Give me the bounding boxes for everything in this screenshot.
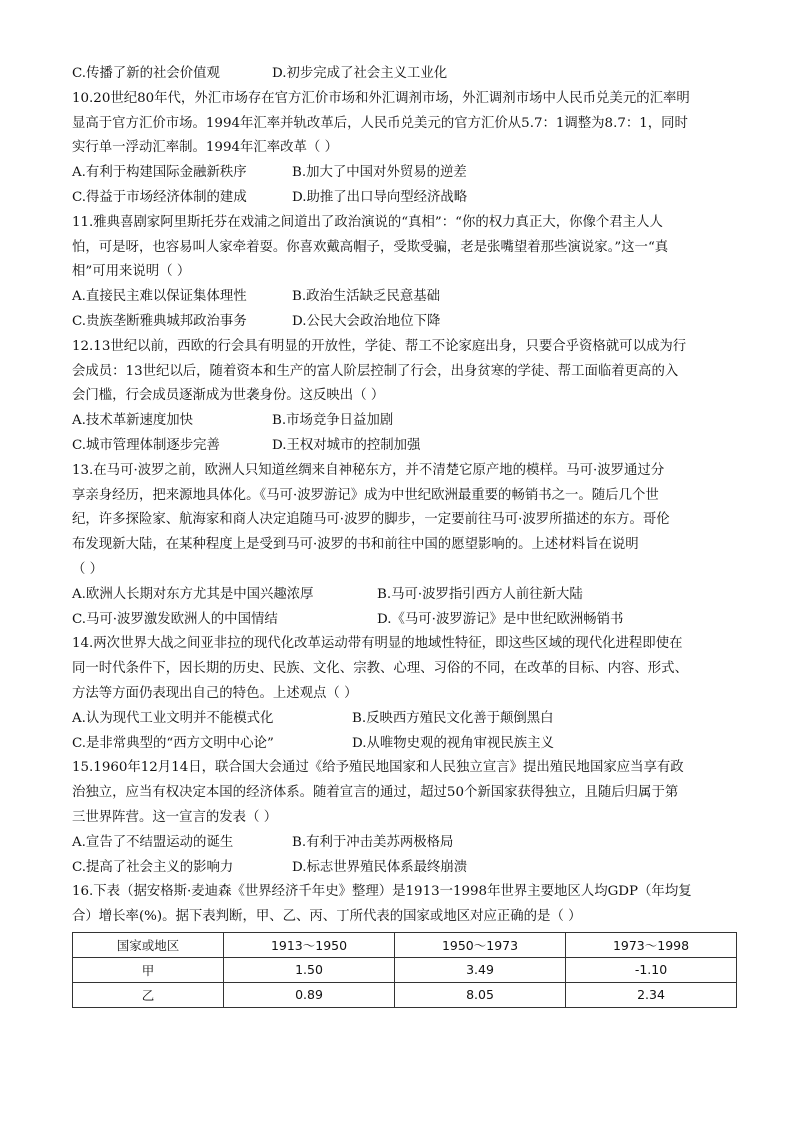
q15-stem-line: 治独立，应当有权决定本国的经济体系。随着宣言的通过，超过50个新国家获得独立，且随后归属于第 <box>72 785 679 801</box>
table-cell: 8.05 <box>395 982 566 1007</box>
table-cell: 2.34 <box>566 982 737 1007</box>
q10-stem-line: 显高于官方汇价市场。1994年汇率并轨改革后，人民币兑美元的官方汇价从5.7：1调整为8.7：1，同时 <box>72 115 688 131</box>
q13-stem-line: （ ） <box>72 561 104 577</box>
table-row <box>73 957 737 982</box>
q10-option-a[interactable]: A.有利于构建国际金融新秩序 <box>72 165 247 181</box>
table-row <box>73 982 737 1007</box>
q10-option-d[interactable]: D.助推了出口导向型经济战略 <box>292 189 468 205</box>
q10-option-b[interactable]: B.加大了中国对外贸易的逆差 <box>292 165 467 181</box>
q9-option-d[interactable]: D.初步完成了社会主义工业化 <box>272 66 448 81</box>
table-header-row <box>73 932 737 957</box>
table-cell: 0.89 <box>224 982 395 1007</box>
q14-option-d[interactable]: D.从唯物史观的视角审视民族主义 <box>352 735 554 751</box>
q12-option-b[interactable]: B.市场竞争日益加剧 <box>272 413 394 429</box>
q11-stem-line: 11.雅典喜剧家阿里斯托芬在戏浦之间道出了政治演说的“真相”：“你的权力真正大，你像个君主人人 <box>72 214 663 230</box>
question-10 <box>72 87 736 211</box>
q16-stem-line: 合）增长率(%)。据下表判断，甲、乙、丙、丁所代表的国家或地区对应正确的是（ ） <box>72 909 582 925</box>
table-cell: 乙 <box>73 982 224 1007</box>
q11-option-c[interactable]: C.贵族垄断雅典城邦政治事务 <box>72 313 247 329</box>
q14-stem-line: 14.两次世界大战之间亚非拉的现代化改革运动带有明显的地域性特征，即这些区域的现代化进程即使在 <box>72 636 683 652</box>
q13-stem-line: 13.在马可·波罗之前，欧洲人只知道丝绸来自神秘东方，并不清楚它原产地的模样。马可·波罗通过分 <box>72 462 665 478</box>
q13-option-b[interactable]: B.马可·波罗指引西方人前往新大陆 <box>377 586 583 602</box>
q12-option-d[interactable]: D.王权对城市的控制加强 <box>272 437 421 453</box>
question-12 <box>72 335 736 459</box>
q15-stem-line: 15.1960年12月14日，联合国大会通过《给予殖民地国家和人民独立宣言》提出殖民地国家应当享有政 <box>72 760 684 776</box>
q15-stem-line: 三世界阵营。这一宣言的发表（ ） <box>72 809 278 825</box>
table-cell: 1.50 <box>224 957 395 982</box>
q15-option-a[interactable]: A.宣告了不结盟运动的诞生 <box>72 834 234 850</box>
q14-option-c[interactable]: C.是非常典型的“西方文明中心论” <box>72 735 274 751</box>
q15-option-c[interactable]: C.提高了社会主义的影响力 <box>72 859 234 875</box>
q13-option-c[interactable]: C.马可·波罗激发欧洲人的中国情结 <box>72 611 278 627</box>
table-cell: -1.10 <box>566 957 737 982</box>
q12-option-c[interactable]: C.城市管理体制逐步完善 <box>72 437 220 453</box>
table-cell: 3.49 <box>395 957 566 982</box>
q15-option-d[interactable]: D.标志世界殖民体系最终崩溃 <box>292 859 468 875</box>
exam-page <box>72 62 736 1008</box>
q10-stem-line: 10.20世纪80年代，外汇市场存在官方汇价市场和外汇调剂市场，外汇调剂市场中人民币兑美元的汇率明 <box>72 90 690 106</box>
q9-options <box>72 62 736 87</box>
q11-stem-line: 相”可用来说明（ ） <box>72 264 191 280</box>
q12-stem-line: 会成员：13世纪以后，随着资本和生产的富人阶层控制了行会，出身贫寒的学徒、帮工面临着更高的入 <box>72 363 679 379</box>
table-header-cell: 国家或地区 <box>73 932 224 957</box>
q13-option-a[interactable]: A.欧洲人长期对东方尤其是中国兴趣浓厚 <box>72 586 314 602</box>
q14-stem-line: 方法等方面仍表现出自己的特色。上述观点（ ） <box>72 685 358 701</box>
q9-option-c[interactable]: C.传播了新的社会价值观 <box>72 66 220 81</box>
table-header-cell: 1973～1998 <box>566 932 737 957</box>
q15-option-b[interactable]: B.有利于冲击美苏两极格局 <box>292 834 454 850</box>
q11-option-b[interactable]: B.政治生活缺乏民意基础 <box>292 289 441 305</box>
question-14 <box>72 632 736 756</box>
q11-option-a[interactable]: A.直接民主难以保证集体理性 <box>72 289 247 305</box>
q10-option-c[interactable]: C.得益于市场经济体制的建成 <box>72 189 247 205</box>
q11-stem-line: 怕，可是呀，也容易叫人家牵着耍。你喜欢戴高帽子，受欺受骗，老是张嘴望着那些演说家。”这一“真 <box>72 239 669 255</box>
question-16 <box>72 880 736 1008</box>
q10-stem-line: 实行单一浮动汇率制。1994年汇率改革（ ） <box>72 140 338 156</box>
table-header-cell: 1950～1973 <box>395 932 566 957</box>
q14-option-b[interactable]: B.反映西方殖民文化善于颠倒黑白 <box>352 710 554 726</box>
q14-option-a[interactable]: A.认为现代工业文明并不能模式化 <box>72 710 274 726</box>
question-11 <box>72 211 736 335</box>
q13-stem-line: 纪，许多探险家、航海家和商人决定追随马可·波罗的脚步，一定要前往马可·波罗所描述的东方。哥伦 <box>72 512 670 528</box>
table-header-cell: 1913～1950 <box>224 932 395 957</box>
q13-option-d[interactable]: D.《马可·波罗游记》是中世纪欧洲畅销书 <box>377 611 624 627</box>
q12-option-a[interactable]: A.技术革新速度加快 <box>72 413 194 429</box>
q13-stem-line: 布发现新大陆，在某种程度上是受到马可·波罗的书和前往中国的愿望影响的。上述材料旨在说明 <box>72 537 639 553</box>
q14-stem-line: 同一时代条件下，因长期的历史、民族、文化、宗教、心理、习俗的不同，在改革的目标、内容、形式、 <box>72 661 688 677</box>
q13-stem-line: 享亲身经历，把来源地具体化。《马可·波罗游记》成为中世纪欧洲最重要的畅销书之一。随后几个世 <box>72 487 659 503</box>
question-15 <box>72 756 736 880</box>
gdp-growth-table <box>72 932 737 1008</box>
q11-option-d[interactable]: D.公民大会政治地位下降 <box>292 313 441 329</box>
q12-stem-line: 12.13世纪以前，西欧的行会具有明显的开放性，学徒、帮工不论家庭出身，只要合乎资格就可以成为行 <box>72 338 687 354</box>
q12-stem-line: 会门槛，行会成员逐渐成为世袭身份。这反映出（ ） <box>72 388 385 404</box>
q16-stem-line: 16.下表（据安格斯·麦迪森《世界经济千年史》整理）是1913一1998年世界主要地区人均GDP（年均复 <box>72 884 692 900</box>
question-13 <box>72 459 736 633</box>
table-cell: 甲 <box>73 957 224 982</box>
